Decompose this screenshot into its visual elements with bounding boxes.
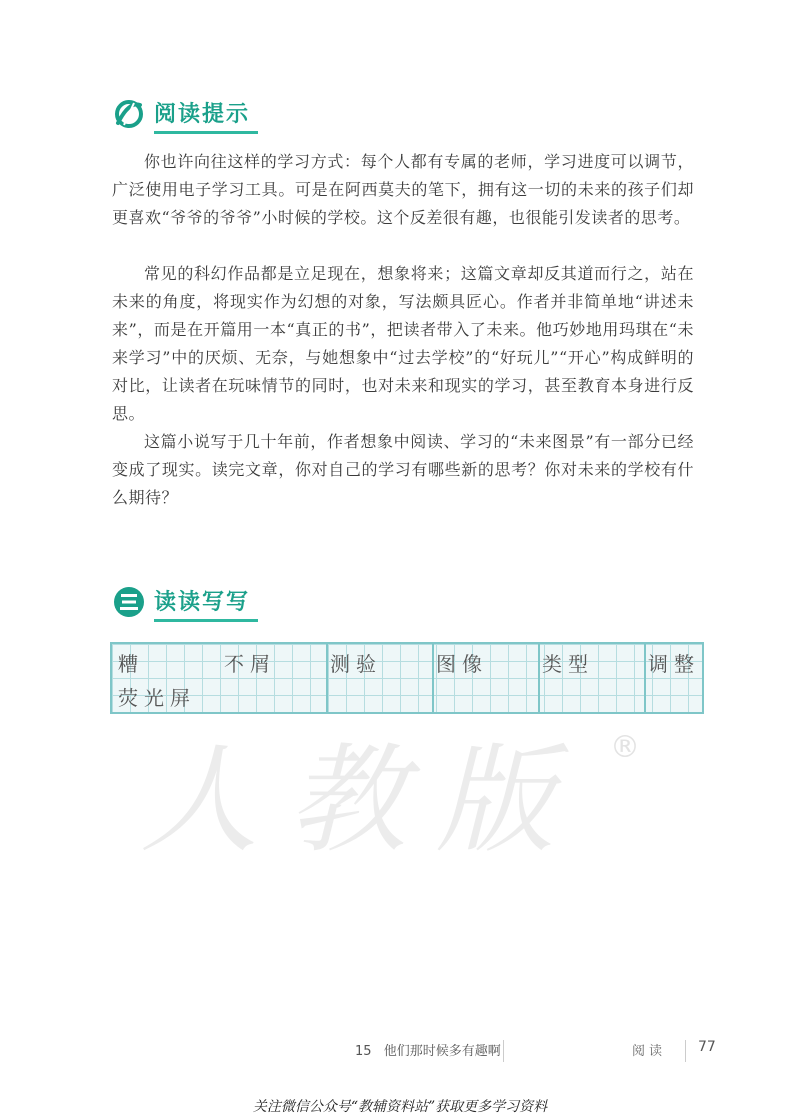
paragraph-1: 你也许向往这样的学习方式：每个人都有专属的老师，学习进度可以调节，广泛使用电子学习工具。可是在阿西莫夫的笔下，拥有这一切的未来的孩子们却更喜欢“爷爷的爷爷”小时候的学校。这个反差很有趣，也很能引发读者的思考。 xyxy=(112,152,694,227)
lesson-number: 15 xyxy=(355,1044,372,1059)
word-item: 不屑 xyxy=(224,652,276,676)
word-item: 测验 xyxy=(330,652,382,676)
word-item: 糟 xyxy=(118,652,144,676)
read-write-heading xyxy=(112,582,250,622)
number-three-icon xyxy=(112,585,146,619)
word-item: 类型 xyxy=(542,652,594,676)
read-write-title: 读读写写 xyxy=(154,585,250,620)
reading-hint-title: 阅读提示 xyxy=(154,97,250,132)
publisher-watermark: 人教版 xyxy=(140,731,585,869)
footer-divider xyxy=(503,1040,504,1062)
page-number: 77 xyxy=(698,1039,716,1055)
reading-hint-heading xyxy=(112,94,250,134)
word-item: 荧光屏 xyxy=(118,686,196,710)
word-item: 图像 xyxy=(436,652,488,676)
bottom-note: 关注微信公众号“教辅资料站”获取更多学习资料 xyxy=(252,1099,548,1115)
word-item: 调整 xyxy=(648,652,700,676)
lesson-title: 他们那时候多有趣啊 xyxy=(383,1044,501,1059)
paragraph-3: 这篇小说写于几十年前，作者想象中阅读、学习的“未来图景”有一部分已经变成了现实。读完文章，你对自己的学习有哪些新的思考？你对未来的学校有什么期待？ xyxy=(112,432,694,507)
paragraph-2: 常见的科幻作品都是立足现在，想象将来；这篇文章却反其道而行之，站在未来的角度，将现实作为幻想的对象，写法颇具匠心。作者并非简单地“讲述未来”，而是在开篇用一本“真正的书”，把读者带入了未来。他巧妙地用玛琪在“未来学习”中的厌烦、无奈，与她想象中“过去学校”的“好玩儿”“开心”构成鲜明的对比，让读者在玩味情节的同时，也对未来和现实的学习，甚至教育本身进行反思。 xyxy=(112,264,694,423)
reading-hint-icon xyxy=(112,97,146,131)
word-writing-grid xyxy=(110,642,704,714)
footer-divider xyxy=(685,1040,686,1062)
registered-mark: ® xyxy=(610,730,640,765)
footer-lesson xyxy=(355,1040,501,1059)
footer-section: 阅读 xyxy=(632,1044,667,1059)
